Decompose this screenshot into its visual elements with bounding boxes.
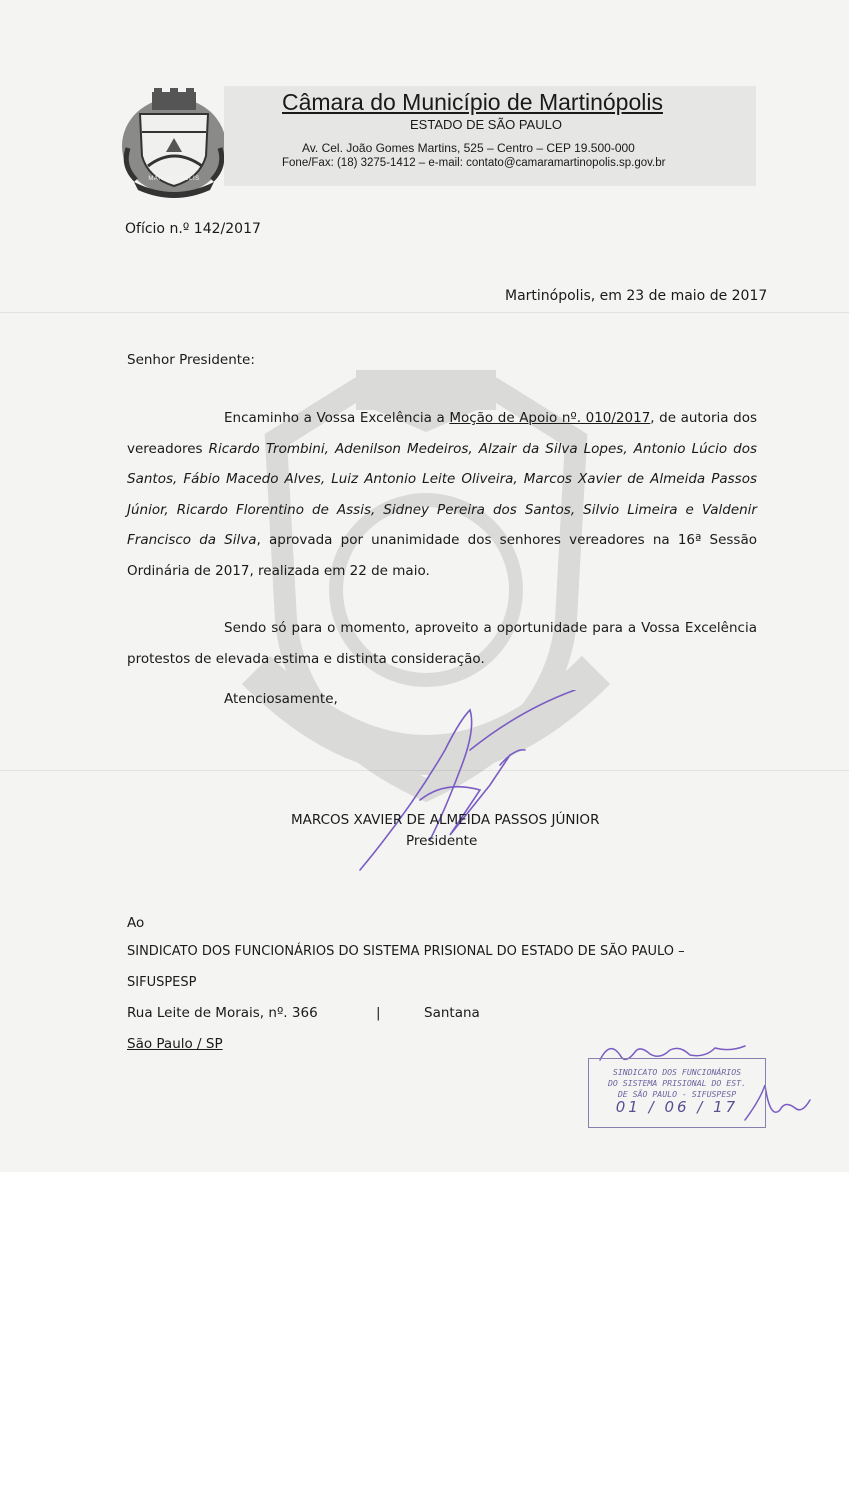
- paragraph-motion: [127, 403, 757, 587]
- recipient-prefix: Ao: [127, 915, 145, 931]
- signer-role: Presidente: [406, 833, 478, 849]
- institution-address: Av. Cel. João Gomes Martins, 525 – Centro – CEP 19.500-000: [302, 141, 635, 155]
- paragraph-mid: , de autoria dos vereadores: [127, 410, 757, 457]
- recipient-district: Santana: [424, 1005, 480, 1021]
- signature-scribble: [350, 690, 580, 880]
- authors-list: Ricardo Trombini, Adenilson Medeiros, Alzair da Silva Lopes, Antonio Lúcio dos Santos, Fábio Macedo Alves, Luiz Antonio Leite Oliveira, Marcos Xavier de Almeida Passos Júnior, Ricardo Florentino de Assis, Sidney Pereira dos Santos, Silvio Limeira e Valdenir Francisco da Silva: [127, 440, 758, 549]
- receipt-stamp: [588, 1058, 766, 1128]
- recipient-org-line1: SINDICATO DOS FUNCIONÁRIOS DO SISTEMA PRISIONAL DO ESTADO DE SÃO PAULO –: [127, 944, 685, 959]
- recipient-org-line2: SIFUSPESP: [127, 975, 197, 990]
- signer-name: MARCOS XAVIER DE ALMEIDA PASSOS JÚNIOR: [291, 812, 600, 828]
- address-separator: |: [376, 1005, 381, 1021]
- institution-title: Câmara do Município de Martinópolis: [282, 89, 663, 115]
- institution-contact: Fone/Fax: (18) 3275-1412 – e-mail: contato@camaramartinopolis.sp.gov.br: [282, 157, 666, 169]
- paragraph-closing-text: Sendo só para o momento, aproveito a oportunidade para a Vossa Excelência protestos de elevada estima e distinta consideração.: [127, 620, 757, 667]
- closing: Atenciosamente,: [224, 691, 338, 707]
- stamp-line2: DO SISTEMA PRISIONAL DO EST.: [607, 1078, 747, 1088]
- paragraph-lead: Encaminho a Vossa Excelência a: [224, 410, 450, 426]
- stamp-line3: DE SÃO PAULO - SIFUSPESP: [617, 1089, 737, 1099]
- letter-reference: Ofício n.º 142/2017: [125, 221, 261, 237]
- place-and-date: Martinópolis, em 23 de maio de 2017: [505, 288, 768, 304]
- crest-banner-label: MARTINÓPOLIS: [148, 176, 200, 182]
- motion-reference: Moção de Apoio nº. 010/2017: [449, 410, 651, 426]
- stamp-line1: SINDICATO DOS FUNCIONÁRIOS: [612, 1067, 742, 1077]
- recipient-street: Rua Leite de Morais, nº. 366: [127, 1005, 318, 1021]
- paragraph-tail: , aprovada por unanimidade dos senhores vereadores na 16ª Sessão Ordinária de 2017, realizada em 22 de maio.: [127, 532, 758, 579]
- recipient-city: São Paulo / SP: [127, 1036, 223, 1052]
- institution-state: ESTADO DE SÃO PAULO: [410, 117, 562, 132]
- salutation: Senhor Presidente:: [127, 352, 255, 368]
- paragraph-closing-remarks: [127, 613, 757, 674]
- paper-fold-line: [0, 312, 849, 313]
- stamp-date: 01 / 06 / 17: [615, 1098, 739, 1116]
